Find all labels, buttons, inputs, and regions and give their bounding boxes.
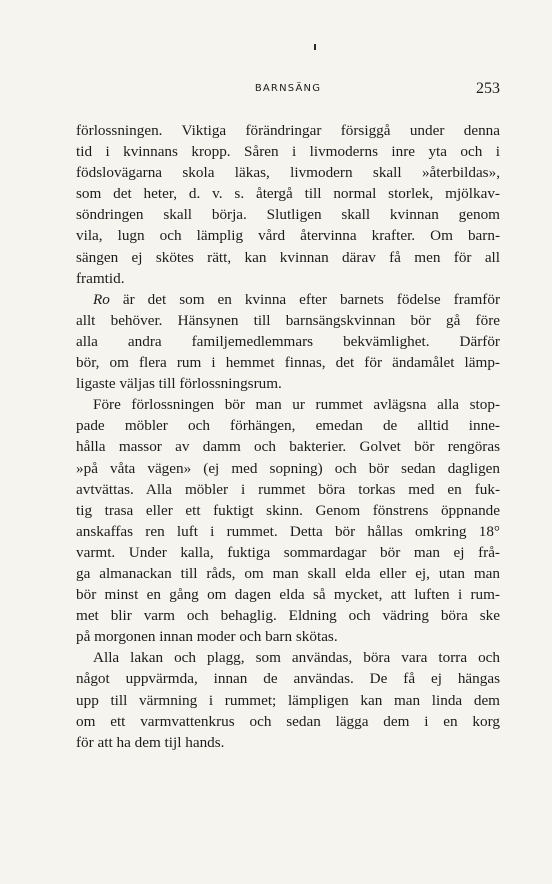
- text-line: met blir varm och behaglig. Eldning och vädring böra ske: [76, 607, 500, 625]
- text-line: pade möbler och förhängen, emedan de alltid inne-: [76, 417, 500, 435]
- text-line: sängen ej skötes rätt, kan kvinnan därav få men för all: [76, 248, 500, 266]
- text-line: Alla lakan och plagg, som användas, böra vara torra och: [93, 649, 500, 667]
- print-mark: [314, 44, 316, 50]
- text-line: söndringen skall börja. Slutligen skall kvinnan genom: [76, 206, 500, 224]
- page-header: [76, 80, 500, 100]
- text-line: Före förlossningen bör man ur rummet avlägsna alla stop-: [93, 396, 500, 414]
- body-text: [76, 120, 500, 753]
- text-line: födslovägarna skola läkas, livmodern skall »återbildas»,: [76, 164, 500, 182]
- text-line: bör minst en gång om dagen elda så mycket, att luften i rum-: [76, 586, 500, 604]
- text-line: om ett varmvattenkrus och sedan lägga dem i en korg: [76, 712, 500, 730]
- text-line: för att ha dem tijl hands.: [76, 733, 225, 751]
- text-line: framtid.: [76, 269, 125, 287]
- text-line: förlossningen. Viktiga förändringar försiggå under denna: [76, 122, 500, 139]
- text-line: ga almanackan till råds, om man skall elda eller ej, utan man: [76, 564, 500, 582]
- italic-lead: Ro: [93, 290, 110, 308]
- text-line: hålla massor av damm och bakterier. Golvet bör rengöras: [76, 438, 500, 456]
- text-line: tig trasa eller ett fuktigt skinn. Genom fönstrens öppnande: [76, 501, 500, 519]
- text-line: på morgonen innan moder och barn skötas.: [76, 628, 338, 646]
- text-line: alla andra familjemedlemmars bekvämlighet. Därför: [76, 332, 500, 350]
- text-line: anskaffas ren luft i rummet. Detta bör hållas omkring 18°: [76, 522, 500, 540]
- text-line: ligaste väljas till förlossningsrum.: [76, 375, 282, 393]
- text-line: [76, 289, 500, 310]
- running-head: BARNSÄNG: [254, 83, 322, 94]
- text-line: varmt. Under kalla, fuktiga sommardagar bör man ej frå-: [76, 543, 500, 561]
- text-line: bör, om flera rum i hemmet finnas, det för ändamålet lämp-: [76, 354, 500, 372]
- text-line: vila, lugn och lämplig vård återvinna krafter. Om barn-: [76, 227, 500, 245]
- text-line: upp till värmning i rummet; lämpligen kan man linda dem: [76, 691, 500, 709]
- text-line: som det heter, d. v. s. återgå till normal storlek, mjölkav-: [76, 185, 500, 203]
- page-number: 253: [476, 80, 500, 97]
- text-line: något uppvärmda, innan de användas. De få ej hängas: [76, 670, 500, 688]
- text-line: avtvättas. Alla möbler i rummet böra torkas med en fuk-: [76, 480, 500, 498]
- text-line-rest: är det som en kvinna efter barnets födelse framför: [122, 290, 500, 308]
- text-line: tid i kvinnans kropp. Såren i livmoderns inre yta och i: [76, 143, 500, 161]
- text-line: allt behöver. Hänsynen till barnsängskvinnan bör gå före: [76, 311, 500, 329]
- text-line: »på våta vägen» (ej med sopning) och bör sedan dagligen: [76, 459, 500, 477]
